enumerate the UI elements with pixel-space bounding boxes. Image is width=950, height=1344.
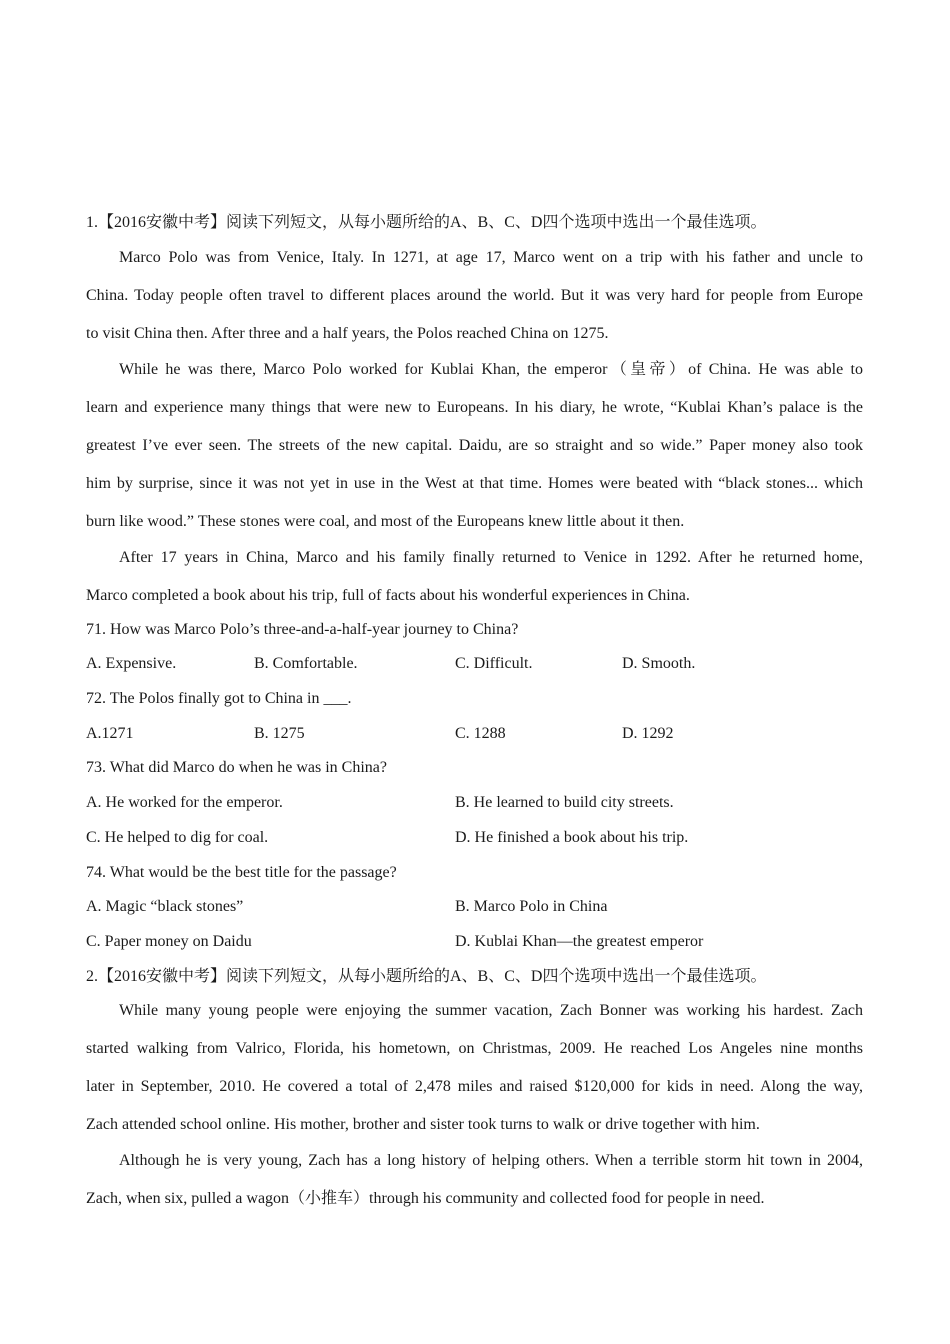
paragraph-line: Although he is very young, Zach has a long history of helping others. When a terrible storm hit town in 2004, [119, 1152, 863, 1170]
page-content [86, 206, 863, 1216]
option-a: A. Expensive. [86, 655, 177, 673]
passage-1-paragraph-3 [86, 539, 863, 615]
question-74-options-row-2 [86, 925, 863, 960]
option-b: B. Comfortable. [254, 655, 358, 673]
paragraph-line: later in September, 2010. He covered a total of 2,478 miles and raised $120,000 for kids in need. Along the way, [86, 1078, 863, 1096]
option-d: D. Smooth. [622, 655, 696, 673]
passage-2-paragraph-1 [86, 992, 863, 1144]
option-c: C. Paper money on Daidu [86, 932, 252, 950]
option-d: D. 1292 [622, 724, 674, 742]
option-b: B. Marco Polo in China [455, 898, 608, 916]
option-c: C. Difficult. [455, 655, 533, 673]
question-72-stem: 72. The Polos finally got to China in ___. [86, 690, 352, 708]
question-72-options [86, 717, 863, 752]
section-1-heading: 1.【2016安徽中考】阅读下列短文，从每小题所给的A、B、C、D四个选项中选出一个最佳选项。 [86, 214, 767, 231]
question-73-stem: 73. What did Marco do when he was in China? [86, 759, 387, 777]
option-a: A. He worked for the emperor. [86, 794, 283, 812]
section-2-heading: 2.【2016安徽中考】阅读下列短文，从每小题所给的A、B、C、D四个选项中选出一个最佳选项。 [86, 967, 767, 985]
paragraph-line: him by surprise, since it was not yet in use in the West at that time. Homes were beated with “black stones... which [86, 474, 863, 492]
paragraph-line: After 17 years in China, Marco and his family finally returned to Venice in 1292. After he returned home, [119, 548, 863, 566]
option-b: B. 1275 [254, 724, 305, 742]
paragraph-line: Marco completed a book about his trip, full of facts about his wonderful experiences in China. [86, 586, 690, 604]
paragraph-line: Zach, when six, pulled a wagon（小推车）through his community and collected food for people in need. [86, 1190, 765, 1208]
option-b: B. He learned to build city streets. [455, 794, 674, 812]
paragraph-line: started walking from Valrico, Florida, his hometown, on Christmas, 2009. He reached Los Angeles nine months [86, 1040, 863, 1058]
question-74-options-row-1 [86, 890, 863, 925]
option-c: C. 1288 [455, 724, 506, 742]
question-73-options-row-2 [86, 821, 863, 856]
paragraph-line: Marco Polo was from Venice, Italy. In 1271, at age 17, Marco went on a trip with his father and uncle to [119, 248, 863, 266]
paragraph-line: greatest I’ve ever seen. The streets of the new capital. Daidu, are so straight and so wide.” Paper money also took [86, 436, 863, 454]
option-d: D. Kublai Khan—the greatest emperor [455, 932, 704, 950]
question-71-stem: 71. How was Marco Polo’s three-and-a-half-year journey to China? [86, 620, 519, 638]
passage-1-paragraph-2 [86, 351, 863, 541]
option-c: C. He helped to dig for coal. [86, 828, 269, 846]
passage-2-paragraph-2 [86, 1142, 863, 1218]
paragraph-line: While he was there, Marco Polo worked for Kublai Khan, the emperor（皇帝）of China. He was able to [119, 360, 863, 378]
question-74-stem: 74. What would be the best title for the passage? [86, 863, 397, 881]
question-73-options-row-1 [86, 786, 863, 821]
paragraph-line: learn and experience many things that were new to Europeans. In his diary, he wrote, “Kublai Khan’s palace is the [86, 398, 863, 416]
question-71-options [86, 647, 863, 682]
passage-1-paragraph-1 [86, 239, 863, 353]
paragraph-line: to visit China then. After three and a half years, the Polos reached China on 1275. [86, 324, 609, 342]
paragraph-line: Zach attended school online. His mother, brother and sister took turns to walk or drive together with him. [86, 1116, 760, 1134]
paragraph-line: While many young people were enjoying the summer vacation, Zach Bonner was working his hardest. Zach [119, 1002, 863, 1020]
paragraph-line: China. Today people often travel to different places around the world. But it was very hard for people from Europe [86, 286, 863, 304]
paragraph-line: burn like wood.” These stones were coal, and most of the Europeans knew little about it then. [86, 512, 685, 530]
option-a: A.1271 [86, 724, 134, 742]
option-a: A. Magic “black stones” [86, 898, 244, 916]
option-d: D. He finished a book about his trip. [455, 828, 689, 846]
